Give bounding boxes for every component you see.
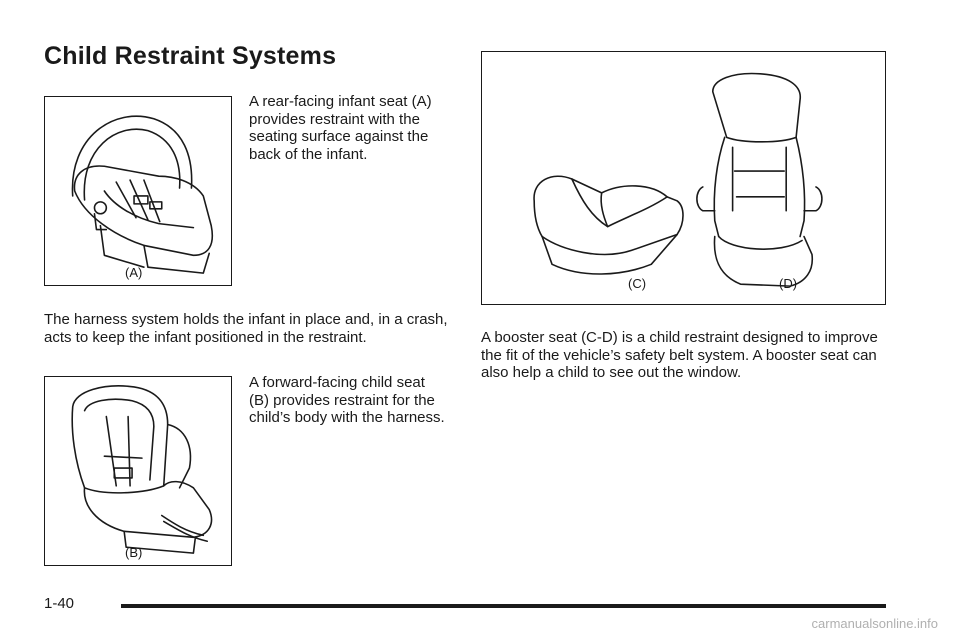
figure-booster-seats — [481, 51, 886, 305]
figure-label-b: (B) — [125, 545, 143, 560]
rear-facing-infant-seat-icon — [45, 97, 231, 285]
watermark: carmanualsonline.info — [811, 616, 938, 631]
paragraph-forward-facing: A forward-facing child seat (B) provides restraint for the child’s body with the harness. — [249, 374, 445, 426]
footer-rule — [121, 604, 886, 608]
figure-label-d: (D) — [779, 276, 798, 291]
booster-seat-icon — [534, 176, 683, 254]
page-number: 1-40 — [44, 595, 75, 612]
figure-infant-seat — [44, 96, 232, 286]
page-title: Child Restraint Systems — [44, 42, 337, 70]
figure-label-c: (C) — [628, 276, 647, 291]
figure-label-a: (A) — [125, 265, 143, 280]
paragraph-booster: A booster seat (C-D) is a child restraint designed to improve the fit of the vehicle’s safety belt system. A booster seat can also help a child to see out the window. — [481, 329, 878, 381]
forward-facing-child-seat-icon — [45, 377, 231, 565]
paragraph-harness: The harness system holds the infant in place and, in a crash, acts to keep the infant positioned in the restraint. — [44, 311, 448, 346]
booster-seats-icon — [482, 52, 885, 304]
paragraph-rear-facing: A rear-facing infant seat (A) provides restraint with the seating surface against the back of the infant. — [249, 93, 432, 163]
high-back-booster-seat-icon — [713, 74, 800, 142]
figure-forward-seat — [44, 376, 232, 566]
